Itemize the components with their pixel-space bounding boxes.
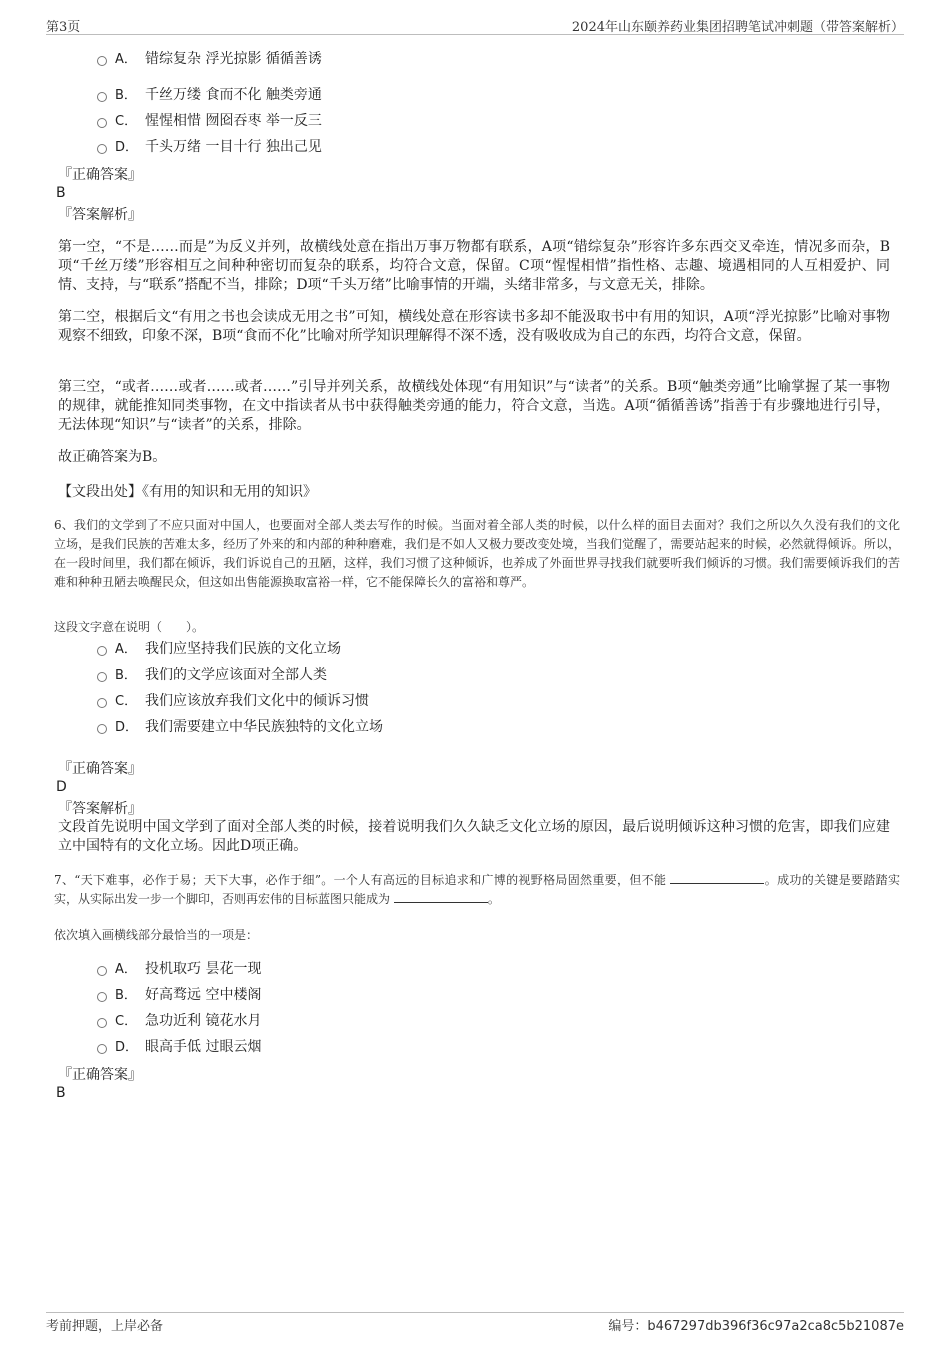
- page-number: 第3页: [46, 20, 81, 35]
- q5-option-b[interactable]: B． 千丝万缕 食而不化 触类旁通: [97, 85, 322, 105]
- q5-analysis-paragraph-1: 第一空，“不是……而是”为反义并列，故横线处意在指出万事万物都有联系，A项“错综复杂”形容许多东西交叉牵连，情况多而杂，B项“千丝万缕”形容相互之间种种密切而复杂的联系，均符合文意，保留。C项“惺惺相惜”指性格、志趣、境遇相同的人互相爱护、同情、支持，与“联系”搭配不当，排除；D项“千头万绪”比喻事情的开端，头绪非常多，与文意无关，排除。: [58, 239, 890, 293]
- q6-stem: 6、我们的文学到了不应只面对中国人，也要面对全部人类去写作的时候。当面对着全部人类的时候，以什么样的面目去面对？我们之所以久久没有我们的文化立场，是我们民族的苦难太多，经历了外来的和内部的种种磨难，我们是不如人又极力要改变处境，当我们觉醒了，需要站起来的时候，必然就得倾诉。所以，在一段时间里，我们都在倾诉，我们诉说自己的丑陋，这样，我们习惯了这种倾诉，也养成了外面世界寻找我们就要听我们倾诉的习惯。我们需要倾诉我们的苦难和种种丑陋去唤醒民众，但这如出售能源换取富裕一样，它不能保障长久的富裕和尊严。: [54, 518, 900, 589]
- q7-option-d[interactable]: D． 眼高手低 过眼云烟: [97, 1037, 261, 1057]
- radio-icon[interactable]: [97, 56, 107, 66]
- radio-icon[interactable]: [97, 698, 107, 708]
- q6-analysis: 文段首先说明中国文学到了面对全部人类的时候，接着说明我们久久缺乏文化立场的原因，最后说明倾诉这种习惯的危害，即我们应建立中国特有的文化立场。因此D项正确。: [58, 819, 890, 854]
- page-footer: [46, 1312, 904, 1335]
- q7-answer-label: 『正确答案』: [58, 1067, 142, 1083]
- radio-icon[interactable]: [97, 724, 107, 734]
- fill-blank-2[interactable]: [394, 890, 488, 903]
- q7-question: 依次填入画横线部分最恰当的一项是：: [54, 928, 259, 942]
- radio-icon[interactable]: [97, 118, 107, 128]
- q7-option-c[interactable]: C． 急功近利 镜花水月: [97, 1011, 261, 1031]
- q5-option-a[interactable]: A． 错综复杂 浮光掠影 循循善诱: [97, 49, 322, 69]
- q5-analysis-paragraph-3: 第三空，“或者……或者……或者……”引导并列关系，故横线处体现“有用知识”与“读者”的关系。B项“触类旁通”比喻掌握了某一事物的规律，就能推知同类事物，在文中指读者从书中获得触类旁通的能力，符合文意，当选。A项“循循善诱”指善于有步骤地进行引导，无法体现“知识”与“读者”的关系，排除。: [58, 379, 890, 433]
- radio-icon[interactable]: [97, 966, 107, 976]
- q6-analysis-label: 『答案解析』: [58, 801, 142, 817]
- q5-analysis-conclusion: 故正确答案为B。: [58, 449, 167, 465]
- radio-icon[interactable]: [97, 1044, 107, 1054]
- q7-option-a[interactable]: A． 投机取巧 昙花一现: [97, 959, 261, 979]
- q7-answer: B: [56, 1085, 66, 1101]
- q6-option-c[interactable]: C． 我们应该放弃我们文化中的倾诉习惯: [97, 691, 369, 711]
- q5-source: 【文段出处】《有用的知识和无用的知识》: [58, 484, 317, 500]
- radio-icon[interactable]: [97, 92, 107, 102]
- radio-icon[interactable]: [97, 144, 107, 154]
- q7-option-b[interactable]: B． 好高骛远 空中楼阁: [97, 985, 261, 1005]
- radio-icon[interactable]: [97, 646, 107, 656]
- fill-blank-1[interactable]: [670, 871, 764, 884]
- document-title: 2024年山东颐养药业集团招聘笔试冲刺题（带答案解析）: [571, 20, 904, 35]
- q5-answer-label: 『正确答案』: [58, 167, 142, 183]
- q5-analysis-paragraph-2: 第二空，根据后文“有用之书也会读成无用之书”可知，横线处意在形容读书多却不能汲取书中有用的知识，A项“浮光掠影”比喻对事物观察不细致，印象不深，B项“食而不化”比喻对所学知识理解得不深不透，没有吸收成为自己的东西，均符合文意，保留。: [58, 309, 890, 344]
- q6-answer: D: [56, 779, 67, 795]
- radio-icon[interactable]: [97, 992, 107, 1002]
- page-header: [46, 14, 904, 35]
- radio-icon[interactable]: [97, 1018, 107, 1028]
- q5-answer: B: [56, 185, 66, 201]
- q6-answer-label: 『正确答案』: [58, 761, 142, 777]
- q6-option-b[interactable]: B． 我们的文学应该面对全部人类: [97, 665, 327, 685]
- q5-option-d[interactable]: D． 千头万绪 一目十行 独出己见: [97, 137, 322, 157]
- q6-option-a[interactable]: A． 我们应坚持我们民族的文化立场: [97, 639, 341, 659]
- radio-icon[interactable]: [97, 672, 107, 682]
- q6-option-d[interactable]: D． 我们需要建立中华民族独特的文化立场: [97, 717, 383, 737]
- q5-option-c[interactable]: C． 惺惺相惜 囫囵吞枣 举一反三: [97, 111, 322, 131]
- document-code: 编号：b467297db396f36c97a2ca8c5b21087e: [608, 1319, 904, 1334]
- q6-question: 这段文字意在说明（ ）。: [54, 620, 205, 634]
- q7-stem: 7、“天下难事，必作于易；天下大事，必作于细”。一个人有高远的目标追求和广博的视野格局固然重要，但不能 。成功的关键是要踏踏实实，从实际出发一步一个脚印，否则再宏伟的目标蓝图只能成为 。: [54, 873, 900, 906]
- footer-motto: 考前押题，上岸必备: [46, 1319, 164, 1334]
- q5-analysis-label: 『答案解析』: [58, 207, 142, 223]
